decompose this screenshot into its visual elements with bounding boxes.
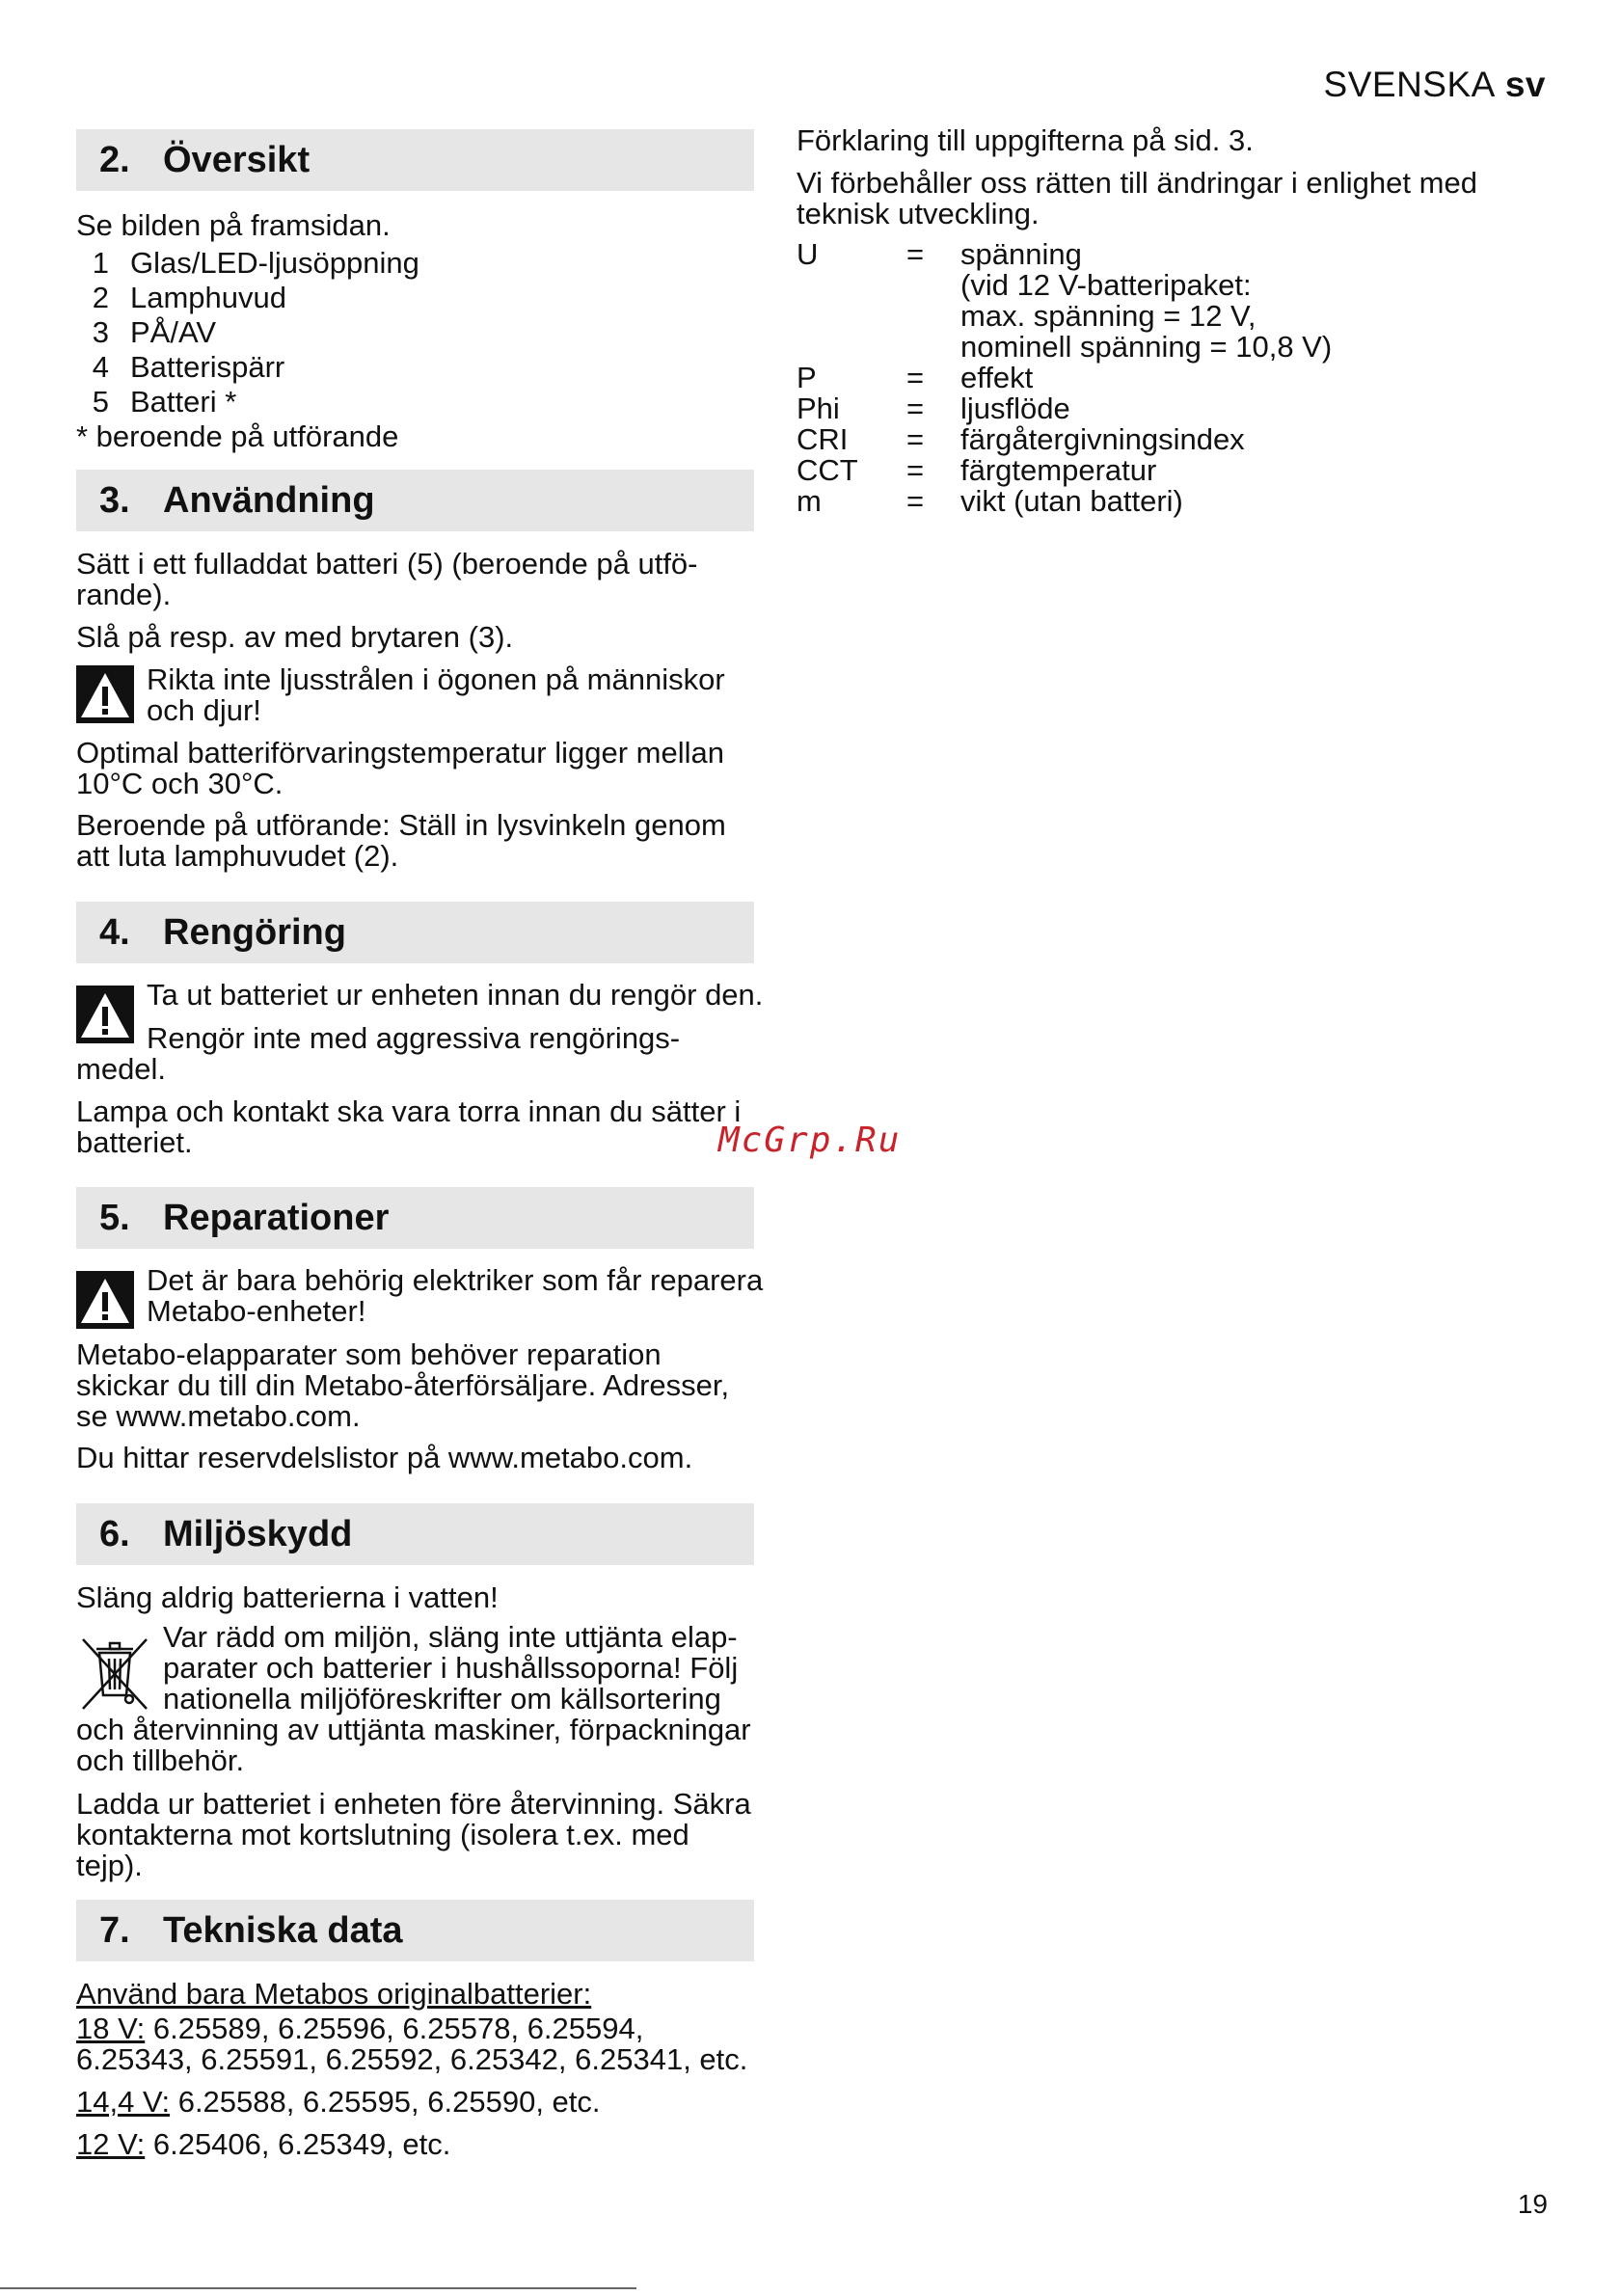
repairs-paragraph: Metabo-elapparater som behöver reparation skickar du till din Metabo-återförsäljare. Adresser, se www.metabo.com. (76, 1337, 730, 1433)
section-heading-usage (76, 470, 754, 531)
section-number: 7. (99, 1910, 130, 1951)
section-title: Reparationer (163, 1198, 390, 1238)
warning-text: Rikta inte ljusstrålen i ögonen på människor och djur! (147, 662, 725, 727)
bottom-divider (0, 2287, 636, 2289)
battery-list-14v: 14,4 V: 6.25588, 6.25595, 6.25590, etc. (76, 2085, 601, 2119)
list-item: 1 Glas/LED-ljusöppning (92, 246, 419, 280)
language-label (1323, 65, 1546, 104)
cleaning-paragraph: Rengör inte med aggressiva rengörings- medel. (76, 1021, 681, 1086)
explanation-text: Förklaring till uppgifterna på sid. 3. (797, 123, 1254, 157)
section-heading-repairs (76, 1187, 754, 1249)
environment-paragraph: Var rädd om miljön, släng inte uttjänta elap- parater och batterier i hushållssoporna! Följ nationella miljöföreskrifter om källsortering och återvinning av uttjänta maskiner, förpackningar och tillbehör. (76, 1620, 751, 1777)
section-title: Rengöring (163, 912, 346, 953)
section-title: Användning (163, 480, 375, 521)
environment-paragraph: Släng aldrig batterierna i vatten! (76, 1580, 499, 1614)
usage-paragraph: Sätt i ett fulladdat batteri (5) (beroende på utfö- rande). (76, 547, 698, 611)
usage-paragraph: Beroende på utförande: Ställ in lysvinkeln genom att luta lamphuvudet (2). (76, 808, 726, 873)
watermark: McGrp.Ru (718, 1121, 902, 1160)
cleaning-paragraph: Lampa och kontakt ska vara torra innan du sätter i batteriet. (76, 1094, 742, 1159)
page-number: 19 (1517, 2189, 1548, 2219)
language-name: SVENSKA (1323, 65, 1496, 104)
section-number: 4. (99, 912, 130, 953)
overview-footnote: * beroende på utförande (76, 419, 399, 453)
language-code: sv (1504, 65, 1546, 104)
usage-paragraph: Optimal batteriförvaringstemperatur ligger mellan 10°C och 30°C. (76, 736, 724, 800)
usage-paragraph: Slå på resp. av med brytaren (3). (76, 620, 514, 654)
section-number: 3. (99, 480, 130, 521)
section-heading-environment (76, 1503, 754, 1565)
warning-text: Det är bara behörig elektriker som får reparera Metabo-enheter! (147, 1263, 764, 1328)
repairs-paragraph: Du hittar reservdelslistor på www.metabo.com. (76, 1441, 693, 1474)
list-item: 2 Lamphuvud (92, 281, 287, 314)
disclaimer-text: Vi förbehåller oss rätten till ändringar i enlighet med teknisk utveckling. (797, 166, 1477, 230)
section-heading-cleaning (76, 902, 754, 963)
list-item: 4 Batterispärr (92, 350, 285, 384)
warning-icon (76, 1271, 134, 1329)
section-title: Översikt (163, 140, 311, 180)
section-number: 2. (99, 140, 130, 180)
section-title: Miljöskydd (163, 1514, 353, 1554)
section-heading-technical-data (76, 1900, 754, 1961)
section-number: 6. (99, 1514, 130, 1554)
overview-intro: Se bilden på framsidan. (76, 208, 391, 242)
section-title: Tekniska data (163, 1910, 403, 1951)
battery-list-18v: 18 V: 6.25589, 6.25596, 6.25578, 6.25594, 6.25343, 6.25591, 6.25592, 6.25342, 6.25341, etc. (76, 2012, 748, 2076)
list-item: 5 Batteri * (92, 385, 237, 419)
environment-paragraph: Ladda ur batteriet i enheten före återvinning. Säkra kontakterna mot kortslutning (isolera t.ex. med tejp). (76, 1787, 751, 1882)
tech-intro: Använd bara Metabos originalbatterier: (76, 1977, 592, 2011)
section-heading-overview (76, 129, 754, 191)
battery-list-12v: 12 V: 6.25406, 6.25349, etc. (76, 2127, 451, 2161)
section-number: 5. (99, 1198, 130, 1238)
warning-icon (76, 665, 134, 723)
list-item: 3 PÅ/AV (92, 315, 217, 349)
warning-text: Ta ut batteriet ur enheten innan du rengör den. (147, 978, 764, 1012)
